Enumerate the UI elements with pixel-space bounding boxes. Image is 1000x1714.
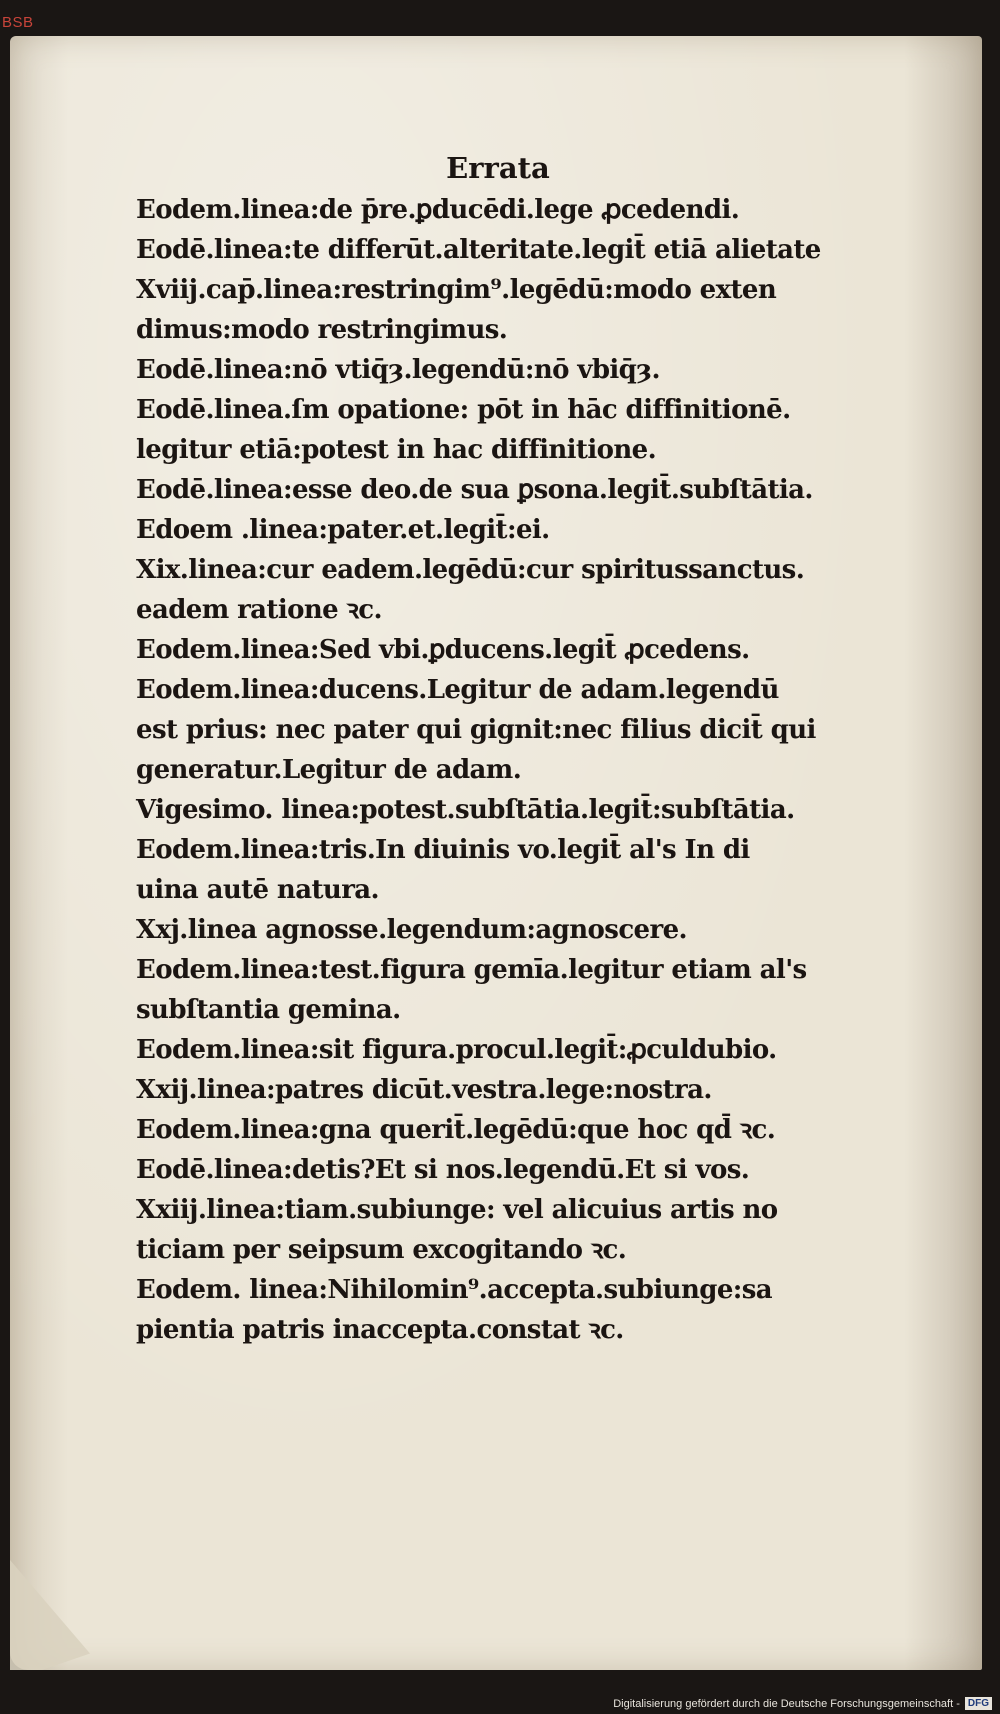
errata-line: Xix.linea:cur eadem.legēdū:cur spiritussanctus. xyxy=(136,555,805,585)
errata-line: Xxiij.linea:tiam.subiunge: vel alicuius artis no xyxy=(136,1195,778,1225)
credit-text: Digitalisierung gefördert durch die Deutsche Forschungsgemeinschaft - xyxy=(613,1697,960,1710)
errata-line: Eodem.linea:de p̄re.ꝑducēdi.lege ꝓcedendi. xyxy=(136,195,740,225)
errata-line: Eodem.linea:test.figura gemīa.legitur etiam al's xyxy=(136,955,807,985)
errata-line: Edoem .linea:pater.et.legit̄:ei. xyxy=(136,515,550,545)
errata-line: Vigesimo. linea:potest.subſtātia.legit̄:subſtātia. xyxy=(136,795,795,825)
errata-line: Xxij.linea:patres dicūt.vestra.lege:nostra. xyxy=(136,1075,712,1105)
digitization-credit xyxy=(613,1697,992,1710)
errata-line: Eodem.linea:tris.In diuinis vo.legit̄ al's In di xyxy=(136,835,750,865)
errata-line: pientia patris inaccepta.constat ꝛc. xyxy=(136,1315,624,1345)
errata-line: Eodem.linea:gna querit̄.legēdū:que hoc qd̄ ꝛc. xyxy=(136,1115,776,1145)
errata-line: ticiam per seipsum excogitando ꝛc. xyxy=(136,1235,627,1265)
errata-line: Eodē.linea:nō vtiq̄ȝ.legendū:nō vbiq̄ȝ. xyxy=(136,355,660,385)
errata-text xyxy=(136,146,916,1350)
library-watermark: BSB xyxy=(2,14,34,31)
errata-line: Eodē.linea:te differūt.alteritate.legit̄ etiā alietate xyxy=(136,235,821,265)
errata-line: eadem ratione ꝛc. xyxy=(136,595,382,625)
errata-line: subſtantia gemina. xyxy=(136,995,401,1025)
errata-line: Eodem.linea:Sed vbi.ꝑducens.legit̄ ꝓcedens. xyxy=(136,635,750,665)
errata-line: dimus:modo restringimus. xyxy=(136,315,508,345)
errata-line: Eodem.linea:sit figura.procul.legit̄:ꝓculdubio. xyxy=(136,1035,777,1065)
page-heading: Errata xyxy=(446,151,550,185)
errata-line: Xxj.linea agnosse.legendum:agnoscere. xyxy=(136,915,687,945)
errata-line: legitur etiā:potest in hac diffinitione. xyxy=(136,435,657,465)
errata-line: Eodē.linea:detis?Et si nos.legendū.Et si vos. xyxy=(136,1155,750,1185)
dfg-logo: DFG xyxy=(965,1697,992,1710)
errata-line: Eodem. linea:Nihilomin⁹.accepta.subiunge:sa xyxy=(136,1275,773,1305)
errata-line: generatur.Legitur de adam. xyxy=(136,755,522,785)
errata-line: Eodē.linea.ſm opatione: pōt in hāc diffinitionē. xyxy=(136,395,791,425)
errata-line: Eodē.linea:esse deo.de sua ꝑsona.legit̄.subſtātia. xyxy=(136,475,813,505)
errata-line: Xviij.cap̄.linea:restringim⁹.legēdū:modo exten xyxy=(136,275,777,305)
errata-line: uina autē natura. xyxy=(136,875,379,905)
errata-line: est prius: nec pater qui gignit:nec filius dicit̄ qui xyxy=(136,715,816,745)
errata-line: Eodem.linea:ducens.Legitur de adam.legendū xyxy=(136,675,779,705)
